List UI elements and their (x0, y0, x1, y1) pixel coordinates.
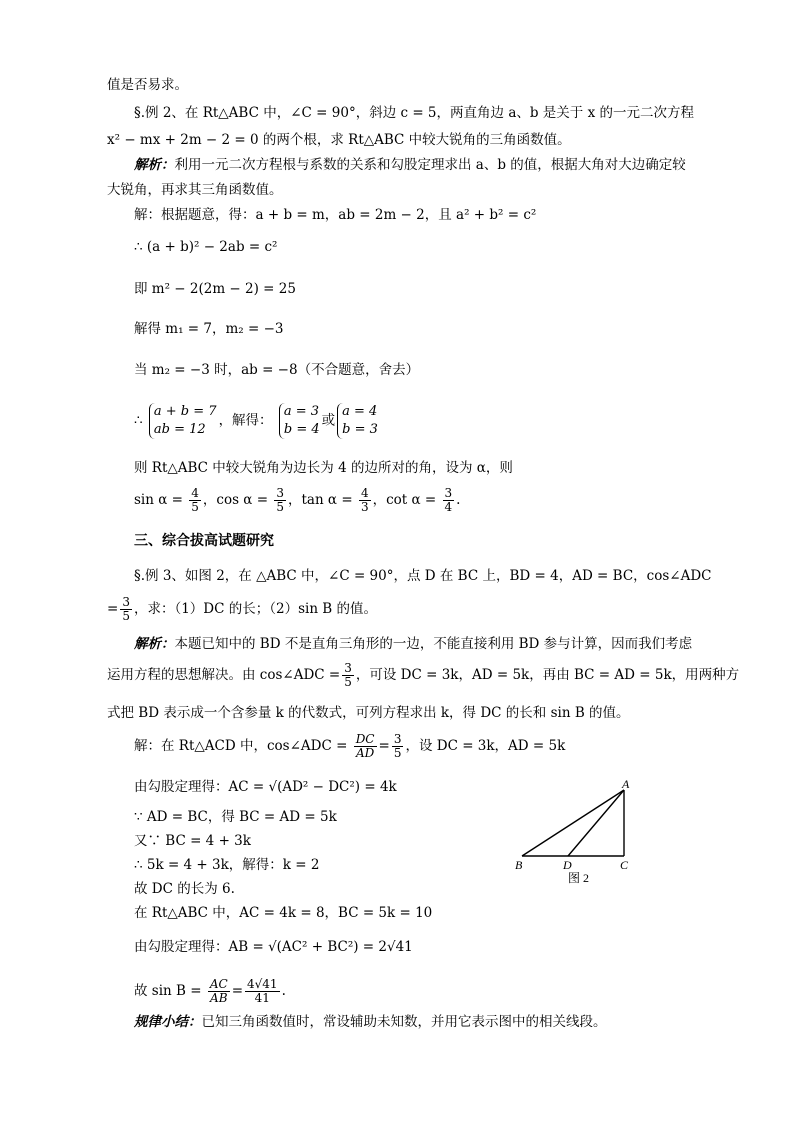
text-fragment: 解：在 Rt△ACD 中，cos∠ADC = (134, 738, 348, 754)
figure-caption: 图 2 (568, 871, 590, 885)
fraction (342, 662, 354, 689)
equation: ab = 12 (153, 422, 206, 437)
fraction (274, 487, 286, 514)
denominator: 4 (444, 500, 453, 514)
example-3-heading: §.例 3、如图 2，在 △ABC 中，∠C = 90°，点 D 在 BC 上，BD = 4，AD = BC，cos∠ADC (134, 568, 712, 584)
denominator: 3 (360, 500, 369, 514)
text-line: 值是否易求。 (107, 77, 188, 93)
text-line (134, 733, 565, 760)
text-fragment: ，cos α = (202, 492, 269, 508)
numerator: DC (355, 732, 375, 746)
text-fragment: 运用方程的思想解决。由 cos∠ADC = (107, 667, 341, 683)
text-line (107, 596, 377, 623)
numerator: 4√41 (247, 977, 278, 991)
text-fragment: = (378, 738, 390, 754)
text-line: x² − mx + 2m − 2 = 0 的两个根，求 Rt△ABC 中较大锐角的三角函数值。 (107, 132, 571, 148)
text-line: 即 m² − 2(2m − 2) = 25 (134, 281, 296, 297)
numerator: 4 (360, 486, 369, 500)
numerator: 3 (444, 486, 453, 500)
trig-values-line (134, 487, 460, 514)
analysis-line (134, 635, 692, 653)
section-heading: 三、综合拔高试题研究 (134, 533, 274, 549)
text-fragment: ，设 DC = 3k，AD = 5k (405, 738, 566, 754)
fraction (208, 978, 230, 1005)
denominator: AB (210, 991, 228, 1005)
solution-system (279, 403, 320, 439)
summary-label: 规律小结： (134, 1014, 202, 1030)
text-line: 当 m₂ = −3 时，ab = −8（不合题意，舍去） (134, 362, 420, 378)
equation-system (149, 403, 217, 439)
analysis-text: 利用一元二次方程根与系数的关系和勾股定理求出 a、b 的值，根据大角对大边确定较 (174, 157, 686, 173)
text-line: 在 Rt△ABC 中，AC = 4k = 8，BC = 5k = 10 (134, 905, 433, 921)
equation: a + b = 7 (153, 404, 217, 419)
fraction (359, 487, 371, 514)
text-line: 解：根据题意，得：a + b = m，ab = 2m − 2，且 a² + b² = c² (134, 207, 537, 223)
text-fragment: 故 sin B = (134, 983, 202, 999)
equation: a = 3 (283, 404, 320, 419)
text-line: ∴ 5k = 4 + 3k，解得：k = 2 (134, 857, 320, 873)
segment-ab (522, 790, 624, 856)
equation: a = 4 (342, 404, 378, 419)
text-line: 大锐角，再求其三角函数值。 (107, 182, 283, 198)
text-line: ∵ AD = BC，得 BC = AD = 5k (134, 809, 337, 825)
analysis-text: 本题已知中的 BD 不是直角三角形的一边，不能直接利用 BD 参与计算，因而我们考虑 (174, 636, 693, 652)
numerator: 4 (191, 486, 199, 500)
text-line: 式把 BD 表示成一个含参量 k 的代数式，可列方程求出 k，得 DC 的长和 sin B 的值。 (107, 705, 630, 721)
example-2-heading: §.例 2、在 Rt△ABC 中，∠C = 90°，斜边 c = 5，两直角边 a、b 是关于 x 的一元二次方程 (134, 105, 694, 121)
denominator: 5 (276, 500, 284, 514)
fraction (245, 978, 280, 1005)
text-line: 故 DC 的长为 6. (134, 881, 235, 897)
text-fragment: . (281, 983, 286, 999)
denominator: 5 (191, 500, 199, 514)
denominator: 41 (254, 991, 270, 1005)
numerator: 3 (344, 661, 352, 675)
text-fragment: ，解得： (218, 412, 273, 429)
segment-ad (568, 790, 624, 856)
fraction (189, 487, 201, 514)
solution-system (337, 403, 378, 439)
text-line: 解得 m₁ = 7，m₂ = −3 (134, 321, 284, 337)
text-line: 由勾股定理得：AB = √(AC² + BC²) = 2√41 (134, 939, 413, 955)
label-c: C (620, 858, 629, 872)
label-a: A (622, 777, 630, 791)
numerator: 3 (122, 595, 130, 609)
fraction (392, 733, 404, 760)
numerator: 3 (393, 732, 402, 746)
text-line: 由勾股定理得：AC = √(AD² − DC²) = 4k (134, 779, 397, 795)
denominator: 5 (122, 609, 130, 623)
numerator: AC (209, 977, 228, 991)
equation: b = 4 (283, 422, 320, 437)
equation-system-line (134, 403, 380, 439)
summary-line (134, 1013, 607, 1031)
summary-text: 已知三角函数值时，常设辅助未知数，并用它表示图中的相关线段。 (201, 1014, 607, 1030)
denominator: AD (355, 746, 375, 760)
triangle-diagram (512, 776, 642, 886)
text-fragment: sin α = (134, 492, 183, 508)
numerator: 3 (276, 486, 284, 500)
label-b: B (515, 858, 523, 872)
denominator: 5 (393, 746, 402, 760)
analysis-label: 解析： (134, 157, 175, 173)
text-fragment: = (107, 601, 119, 617)
fraction (120, 596, 132, 623)
text-fragment: ，求：（1）DC 的长；（2）sin B 的值。 (133, 601, 378, 617)
analysis-label: 解析： (134, 636, 175, 652)
text-line: 又∵ BC = 4 + 3k (134, 833, 251, 849)
figure-2 (512, 776, 642, 890)
text-line: ∴ (a + b)² − 2ab = c² (134, 239, 278, 255)
equation: b = 3 (342, 422, 378, 437)
therefore-symbol: ∴ (134, 412, 143, 429)
text-line (107, 662, 739, 689)
denominator: 5 (344, 675, 352, 689)
text-line (134, 978, 286, 1005)
label-d: D (563, 858, 572, 872)
fraction (354, 733, 377, 760)
text-fragment: ，tan α = (287, 492, 353, 508)
text-fragment: = (231, 983, 244, 999)
analysis-line (134, 156, 686, 174)
text-line: 则 Rt△ABC 中较大锐角为边长为 4 的边所对的角，设为 α，则 (134, 460, 513, 476)
text-fragment: ，可设 DC = 3k，AD = 5k，再由 BC = AD = 5k，用两种方 (355, 667, 740, 683)
text-fragment: 或 (321, 412, 336, 429)
fraction (443, 487, 455, 514)
text-fragment: ，cot α = (372, 492, 437, 508)
text-fragment: . (456, 492, 461, 508)
